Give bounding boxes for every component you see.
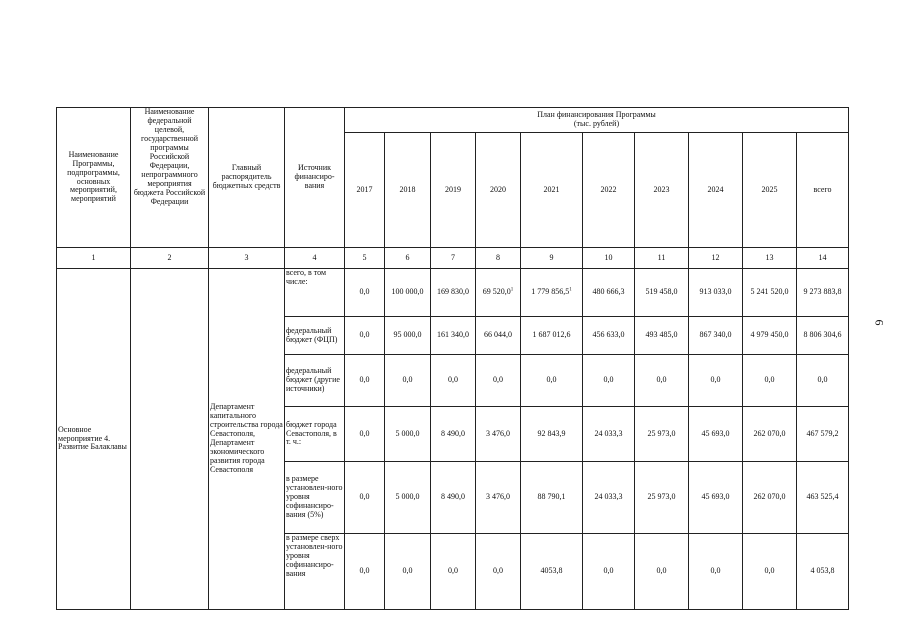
value-text: 0,0	[764, 566, 775, 576]
value-text: 0,0	[546, 375, 557, 385]
value-cell	[797, 355, 849, 407]
value-text: 66 044,0	[484, 330, 512, 340]
year-header: 2023	[635, 133, 689, 248]
value-cell	[345, 355, 385, 407]
column-number: 1	[57, 248, 131, 269]
value-text: 0,0	[359, 492, 370, 502]
value-text: 169 830,0	[437, 287, 469, 297]
value-text: 0,0	[359, 375, 370, 385]
value-cell	[476, 269, 521, 317]
value-text: 25 973,0	[647, 492, 676, 502]
value-text: 3 476,0	[486, 428, 510, 438]
funding-source-cell: всего, в том числе:	[285, 269, 345, 317]
value-text: 0,0	[710, 566, 721, 576]
financing-table	[56, 107, 849, 610]
value-cell	[431, 355, 476, 407]
value-cell	[385, 355, 431, 407]
value-cell	[743, 407, 797, 462]
value-cell	[797, 317, 849, 355]
value-cell	[345, 534, 385, 610]
value-text: 4053,8	[540, 566, 563, 576]
value-cell	[635, 355, 689, 407]
value-cell	[385, 462, 431, 534]
value-text: 0,0	[402, 566, 413, 576]
value-cell	[476, 355, 521, 407]
value-text: 24 033,3	[594, 428, 623, 438]
value-text: 0,0	[817, 375, 828, 385]
value-cell	[583, 269, 635, 317]
value-cell	[583, 407, 635, 462]
value-cell	[431, 269, 476, 317]
value-text: 262 070,0	[753, 492, 786, 502]
value-cell	[385, 317, 431, 355]
value-text: 8 806 304,6	[803, 330, 842, 340]
footnote-marker: 1	[569, 287, 572, 293]
value-text: 0,0	[448, 566, 458, 576]
value-text: 0,0	[710, 375, 721, 385]
value-text: 519 458,0	[645, 287, 678, 297]
value-text: 5 000,0	[395, 428, 420, 438]
header-plan	[345, 108, 849, 133]
value-text: 4 979 450,0	[750, 330, 789, 340]
value-text: 92 843,9	[537, 428, 566, 438]
year-header: 2022	[583, 133, 635, 248]
value-cell	[743, 317, 797, 355]
value-cell	[689, 269, 743, 317]
value-text: 45 693,0	[701, 428, 730, 438]
funding-source-cell: в размере установлен-ного уровня софинансиро-вания (5%)	[285, 462, 345, 534]
value-cell	[797, 534, 849, 610]
year-header: 2017	[345, 133, 385, 248]
value-text: 0,0	[402, 375, 413, 385]
funding-source-cell: федеральный бюджет (ФЦП)	[285, 317, 345, 355]
value-cell	[689, 317, 743, 355]
value-cell	[521, 407, 583, 462]
value-cell	[583, 534, 635, 610]
value-text: 0,0	[603, 375, 614, 385]
funding-source-cell: федеральный бюджет (другие источники)	[285, 355, 345, 407]
value-text: 4 053,8	[810, 566, 835, 576]
year-header: 2018	[385, 133, 431, 248]
value-cell	[743, 269, 797, 317]
value-cell	[689, 462, 743, 534]
value-cell	[689, 355, 743, 407]
value-cell	[431, 407, 476, 462]
financing-rows	[57, 269, 849, 610]
value-cell	[521, 317, 583, 355]
value-cell	[345, 317, 385, 355]
value-text: 0,0	[603, 566, 614, 576]
value-cell	[797, 269, 849, 317]
value-text: 867 340,0	[699, 330, 732, 340]
column-number: 6	[385, 248, 431, 269]
column-number: 12	[689, 248, 743, 269]
year-header: 2019	[431, 133, 476, 248]
funding-source-cell: бюджет города Севастополя, в т. ч.:	[285, 407, 345, 462]
federal-program-cell	[131, 269, 209, 610]
value-cell	[431, 534, 476, 610]
value-text: 24 033,3	[594, 492, 623, 502]
header-funding-source: Источник финансиро-вания	[285, 108, 345, 248]
column-number: 9	[521, 248, 583, 269]
value-text: 45 693,0	[701, 492, 730, 502]
column-number: 2	[131, 248, 209, 269]
measure-manager: Департамент капитального строительства города Севастополя, Департамент экономического развития города Севастополя	[209, 269, 285, 610]
column-number: 5	[345, 248, 385, 269]
value-cell	[583, 317, 635, 355]
table-row	[57, 269, 849, 317]
header-chief-manager: Главный распорядитель бюджетных средств	[209, 108, 285, 248]
value-cell	[476, 407, 521, 462]
financing-table-container	[56, 107, 848, 610]
value-text: 100 000,0	[391, 287, 424, 297]
value-text: 456 633,0	[592, 330, 625, 340]
header-federal-program: Наименование федеральной целевой, государственной программы Российской Федерации, непрограммного мероприятия бюджета Российской Федерации	[131, 108, 209, 248]
value-cell	[635, 462, 689, 534]
funding-source-cell: в размере сверх установлен-ного уровня софинансиро-вания	[285, 534, 345, 610]
value-cell	[521, 269, 583, 317]
value-cell	[431, 317, 476, 355]
value-cell	[476, 462, 521, 534]
value-text: 95 000,0	[393, 330, 422, 340]
value-cell	[476, 317, 521, 355]
page-number: 6	[872, 319, 887, 326]
value-cell	[583, 462, 635, 534]
value-text: 0,0	[359, 428, 370, 438]
value-text: 463 525,4	[806, 492, 839, 502]
value-text: 0,0	[493, 375, 503, 385]
year-header: 2021	[521, 133, 583, 248]
value-cell	[431, 462, 476, 534]
value-cell	[635, 534, 689, 610]
value-text: 0,0	[656, 566, 667, 576]
value-text: 8 490,0	[441, 428, 465, 438]
value-cell	[797, 407, 849, 462]
value-cell	[797, 462, 849, 534]
value-text: 262 070,0	[753, 428, 786, 438]
measure-name: Основное мероприятие 4. Развитие Балаклавы	[57, 269, 131, 610]
value-text: 1 687 012,6	[532, 330, 571, 340]
value-text: 0,0	[764, 375, 775, 385]
value-text: 913 033,0	[699, 287, 732, 297]
value-cell	[345, 269, 385, 317]
year-header: 2025	[743, 133, 797, 248]
column-number: 10	[583, 248, 635, 269]
value-text: 0,0	[359, 566, 370, 576]
value-cell	[583, 355, 635, 407]
value-text: 0,0	[359, 330, 370, 340]
value-text: 467 579,2	[806, 428, 839, 438]
value-cell	[635, 317, 689, 355]
value-cell	[743, 355, 797, 407]
value-text: 0,0	[656, 375, 667, 385]
value-cell	[689, 534, 743, 610]
value-text: 493 485,0	[645, 330, 678, 340]
column-number: 7	[431, 248, 476, 269]
value-cell	[743, 462, 797, 534]
value-cell	[521, 462, 583, 534]
value-cell	[385, 269, 431, 317]
value-cell	[635, 269, 689, 317]
plan-units: (тыс. рублей)	[573, 119, 620, 128]
plan-title: План финансирования Программы	[537, 110, 656, 120]
value-cell	[385, 534, 431, 610]
header-row-1	[57, 108, 849, 133]
value-cell	[743, 534, 797, 610]
value-cell	[476, 534, 521, 610]
value-cell	[345, 462, 385, 534]
value-cell	[345, 407, 385, 462]
column-number: 3	[209, 248, 285, 269]
value-cell	[635, 407, 689, 462]
value-cell	[521, 534, 583, 610]
value-cell	[385, 407, 431, 462]
header-program-name: Наименование Программы, подпрограммы, основных мероприятий, мероприятий	[57, 108, 131, 248]
value-text: 161 340,0	[437, 330, 469, 340]
column-number: 14	[797, 248, 849, 269]
value-text: 0,0	[359, 287, 370, 297]
year-header: 2024	[689, 133, 743, 248]
column-number: 8	[476, 248, 521, 269]
value-text: 480 666,3	[592, 287, 625, 297]
value-cell	[521, 355, 583, 407]
column-number: 11	[635, 248, 689, 269]
year-header: 2020	[476, 133, 521, 248]
value-text: 5 000,0	[395, 492, 420, 502]
year-header: всего	[797, 133, 849, 248]
value-text: 25 973,0	[647, 428, 676, 438]
value-text: 9 273 883,8	[803, 287, 842, 297]
value-text: 0,0	[448, 375, 458, 385]
value-cell	[689, 407, 743, 462]
column-numbers-row	[57, 248, 849, 269]
value-text: 8 490,0	[441, 492, 465, 502]
column-number: 4	[285, 248, 345, 269]
column-number: 13	[743, 248, 797, 269]
value-text: 69 520,0	[482, 287, 511, 297]
value-text: 88 790,1	[537, 492, 566, 502]
value-text: 3 476,0	[486, 492, 510, 502]
value-text: 1 779 856,5	[531, 287, 570, 297]
value-text: 0,0	[493, 566, 503, 576]
footnote-marker: 1	[510, 287, 514, 293]
value-text: 5 241 520,0	[750, 287, 789, 297]
